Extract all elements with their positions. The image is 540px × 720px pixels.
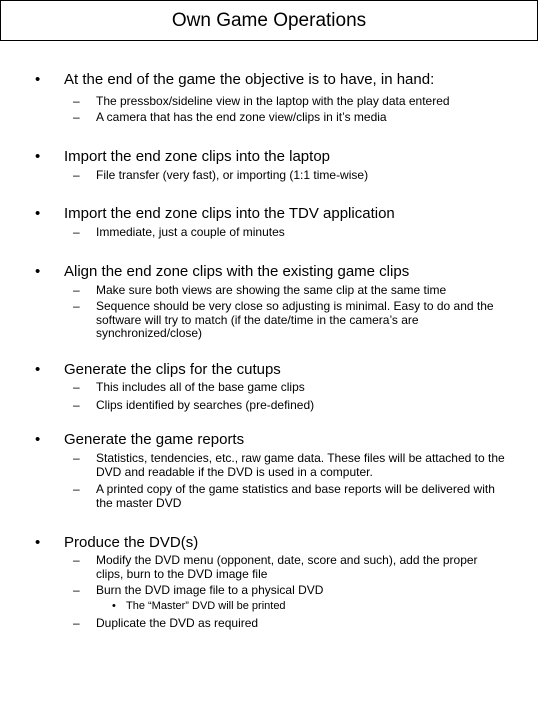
dash-marker: – — [73, 110, 80, 124]
sub-sub-item-text: The “Master” DVD will be printed — [126, 600, 286, 612]
sub-item-text: Duplicate the DVD as required — [96, 616, 259, 630]
dash-marker: – — [73, 380, 80, 394]
sub-item-text: Statistics, tendencies, etc., raw game data. These files will be attached to the DVD and readable if the DVD is used in a computer. — [96, 451, 505, 479]
dash-marker: – — [73, 398, 80, 412]
sub-item-text: Make sure both views are showing the same clip at the same time — [96, 283, 447, 297]
dot-marker: • — [112, 600, 116, 612]
dash-marker: – — [73, 299, 80, 313]
sub-item-text: Clips identified by searches (pre-defined) — [96, 398, 315, 412]
dash-marker: – — [73, 168, 80, 182]
bullet-marker: • — [35, 71, 41, 88]
sub-item-text: Burn the DVD image file to a physical DVD — [96, 583, 324, 597]
bullet-heading: Align the end zone clips with the existing game clips — [64, 263, 410, 280]
bullet-marker: • — [35, 148, 41, 165]
sub-item-text: Sequence should be very close so adjusting is minimal. Easy to do and the software will try to match (if the date/time in the camera’s are synchronized/close) — [96, 299, 494, 340]
bullet-marker: • — [35, 205, 41, 222]
dash-marker: – — [73, 553, 80, 567]
slide-title-text: Own Game Operations — [171, 9, 367, 31]
sub-item-text: Immediate, just a couple of minutes — [96, 225, 285, 239]
bullet-marker: • — [35, 361, 41, 378]
dash-marker: – — [73, 283, 80, 297]
bullet-marker: • — [35, 534, 41, 551]
sub-item-text: This includes all of the base game clips — [96, 380, 305, 394]
bullet-heading: Generate the clips for the cutups — [64, 361, 281, 378]
sub-item-text: Modify the DVD menu (opponent, date, score and such), add the proper clips, burn to the DVD image file — [96, 553, 478, 581]
sub-item-text: The pressbox/sideline view in the laptop with the play data entered — [96, 94, 450, 108]
bullet-heading: Import the end zone clips into the laptop — [64, 148, 331, 165]
sub-item-text: A camera that has the end zone view/clips in it’s media — [96, 110, 387, 124]
bullet-heading: Produce the DVD(s) — [64, 534, 199, 551]
dash-marker: – — [73, 616, 80, 630]
bullet-marker: • — [35, 263, 41, 280]
bullet-heading: Generate the game reports — [64, 431, 245, 448]
dash-marker: – — [73, 94, 80, 108]
sub-item-text: File transfer (very fast), or importing (1:1 time-wise) — [96, 168, 369, 182]
bullet-marker: • — [35, 431, 41, 448]
dash-marker: – — [73, 225, 80, 239]
bullet-heading: Import the end zone clips into the TDV application — [64, 205, 395, 222]
slide-title — [0, 0, 538, 41]
dash-marker: – — [73, 451, 80, 465]
dash-marker: – — [73, 583, 80, 597]
bullet-heading: At the end of the game the objective is to have, in hand: — [64, 71, 435, 88]
sub-item-text: A printed copy of the game statistics and base reports will be delivered with the master DVD — [96, 482, 495, 510]
dash-marker: – — [73, 482, 80, 496]
